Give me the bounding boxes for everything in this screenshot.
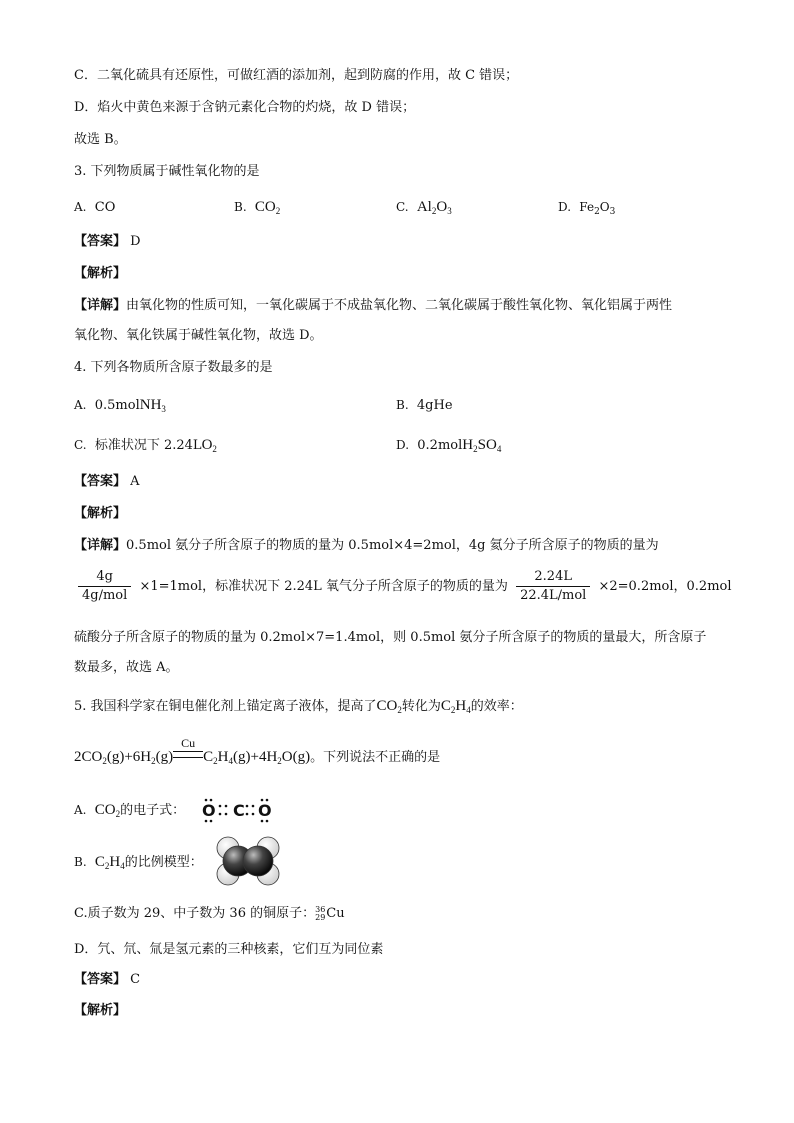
q5-option-d: D．氕、氘、氚是氢元素的三种核素，它们互为同位素 — [74, 942, 384, 957]
q3-option-c-formula: $Al_2O_3$ — [416, 199, 452, 216]
answer-value: A — [130, 474, 140, 489]
q4-option-b: B. 4gHe — [396, 398, 453, 413]
answer-tag: 【答案】 — [74, 474, 127, 489]
q3-detail-line2: 氧化物、氧化铁属于碱性氧化物，故选 D。 — [74, 328, 323, 343]
q5-option-b: B. $C_2H_4$的比例模型： — [74, 854, 203, 871]
q4-option-d: D. $0.2molH_2SO_4$ — [396, 437, 502, 454]
q3-answer — [74, 232, 141, 252]
q4-detail-line3: 硫酸分子所含原子的物质的量为 0.2mol×7=1.4mol，则 0.5mol 氨分子所含原子的物质的量最大，所含原子 — [74, 630, 707, 645]
ethylene-space-filling-model — [214, 834, 282, 888]
q4-analysis-tag: 【解析】 — [74, 506, 127, 521]
co2-lewis-structure — [200, 797, 276, 823]
fraction-volume-over-molar-volume: $\frac{2.24L}{\text{22.4L/mol}}$ — [516, 568, 590, 605]
q4-stem: 4. 下列各物质所含原子数最多的是 — [74, 360, 273, 375]
q4-detail-line1: 【详解】0.5mol 氨分子所含原子的物质的量为 0.5mol×4=2mol，4g 氦分子所含原子的物质的量为 — [74, 538, 659, 553]
q4-answer — [74, 472, 140, 492]
q5-stem: 5. 我国科学家在铜电催化剂上锚定离子液体，提高了$CO_2$转化为$C_2H_4$的效率： — [74, 698, 523, 715]
q3-option-a — [74, 197, 115, 218]
q5-option-a-letter: A. — [74, 803, 87, 817]
q5-equation-line: $2CO_2(g)+6H_2(g)$ Cu $C_2H_4(g)+4H_2O(g)$。下列说法不正确的是 — [74, 736, 441, 766]
q3-option-a-text: CO — [94, 200, 116, 215]
q5-option-b-letter: B. — [74, 855, 87, 869]
q4-option-a-letter: A. — [74, 398, 87, 412]
fraction-4g-over-molar-mass: $\frac{4g}{\text{4g/mol}}$ — [78, 568, 131, 605]
q3-option-c-letter: C. — [396, 200, 409, 214]
q3-detail-line1: 【详解】由氧化物的性质可知，一氧化碳属于不成盐氧化物、二氧化碳属于酸性氧化物、氧化铝属于两性 — [74, 298, 673, 313]
q3-analysis-tag: 【解析】 — [74, 266, 127, 281]
detail-tag: 【详解】 — [74, 538, 127, 553]
detail-tag: 【详解】 — [74, 298, 127, 313]
nuclide-notation: 36 29 — [315, 904, 326, 922]
q5-analysis-tag: 【解析】 — [74, 1003, 127, 1018]
reaction-equation: $2CO_2(g)+6H_2(g)$ Cu $C_2H_4(g)+4H_2O(g)$ — [74, 736, 311, 766]
q4-detail-line2: $\frac{4g}{\text{4g/mol}}$ ×1=1mol，标准状况下 2.24L 氧气分子所含原子的物质的量为 $\frac{2.24L}{\text{22.4L/mol}}$ ×2=0.2mol，0.2mol — [74, 568, 732, 605]
option-c-explanation: C．二氧化硫具有还原性，可做红酒的添加剂，起到防腐的作用，故 C 错误； — [74, 68, 519, 83]
svg-text:C: C — [233, 801, 245, 820]
q4-option-b-letter: B. — [396, 398, 409, 412]
q4-option-d-letter: D. — [396, 438, 410, 452]
q5-option-c: C.质子数为 29、中子数为 36 的铜原子： 36 29 Cu — [74, 904, 345, 922]
answer-tag: 【答案】 — [74, 234, 127, 249]
option-d-explanation: D．焰火中黄色来源于含钠元素化合物的灼烧，故 D 错误； — [74, 100, 416, 115]
q5-option-a: A. $CO_2$的电子式： — [74, 802, 186, 819]
q3-option-b-formula: $CO_2$ — [254, 199, 281, 216]
q3-option-a-letter: A. — [74, 200, 87, 214]
q5-option-c-letter: C. — [74, 906, 88, 921]
answer-tag: 【答案】 — [74, 972, 127, 987]
q3-option-d-formula: $Fe_2O_3$ — [579, 200, 616, 217]
q4-option-c: C. 标准状况下 $2.24LO_2$ — [74, 437, 217, 454]
q3-option-b — [234, 197, 280, 221]
q3-option-d — [558, 197, 615, 222]
answer-value: D — [130, 234, 141, 249]
q3-option-c — [396, 197, 452, 221]
q3-option-d-letter: D. — [558, 200, 572, 214]
catalyst-equals-sign: Cu — [173, 747, 203, 767]
answer-value: C — [130, 972, 141, 987]
q3-option-b-letter: B. — [234, 200, 247, 214]
q4-option-c-letter: C. — [74, 438, 87, 452]
q4-detail-line4: 数最多，故选 A。 — [74, 660, 179, 675]
conclusion-text: 故选 B。 — [74, 132, 127, 147]
svg-text:O: O — [258, 801, 272, 820]
q3-stem: 3. 下列物质属于碱性氧化物的是 — [74, 164, 260, 179]
q4-option-a: A. 0.5molNH$_3$ — [74, 397, 166, 414]
q5-answer — [74, 970, 140, 990]
svg-text:O: O — [202, 801, 216, 820]
